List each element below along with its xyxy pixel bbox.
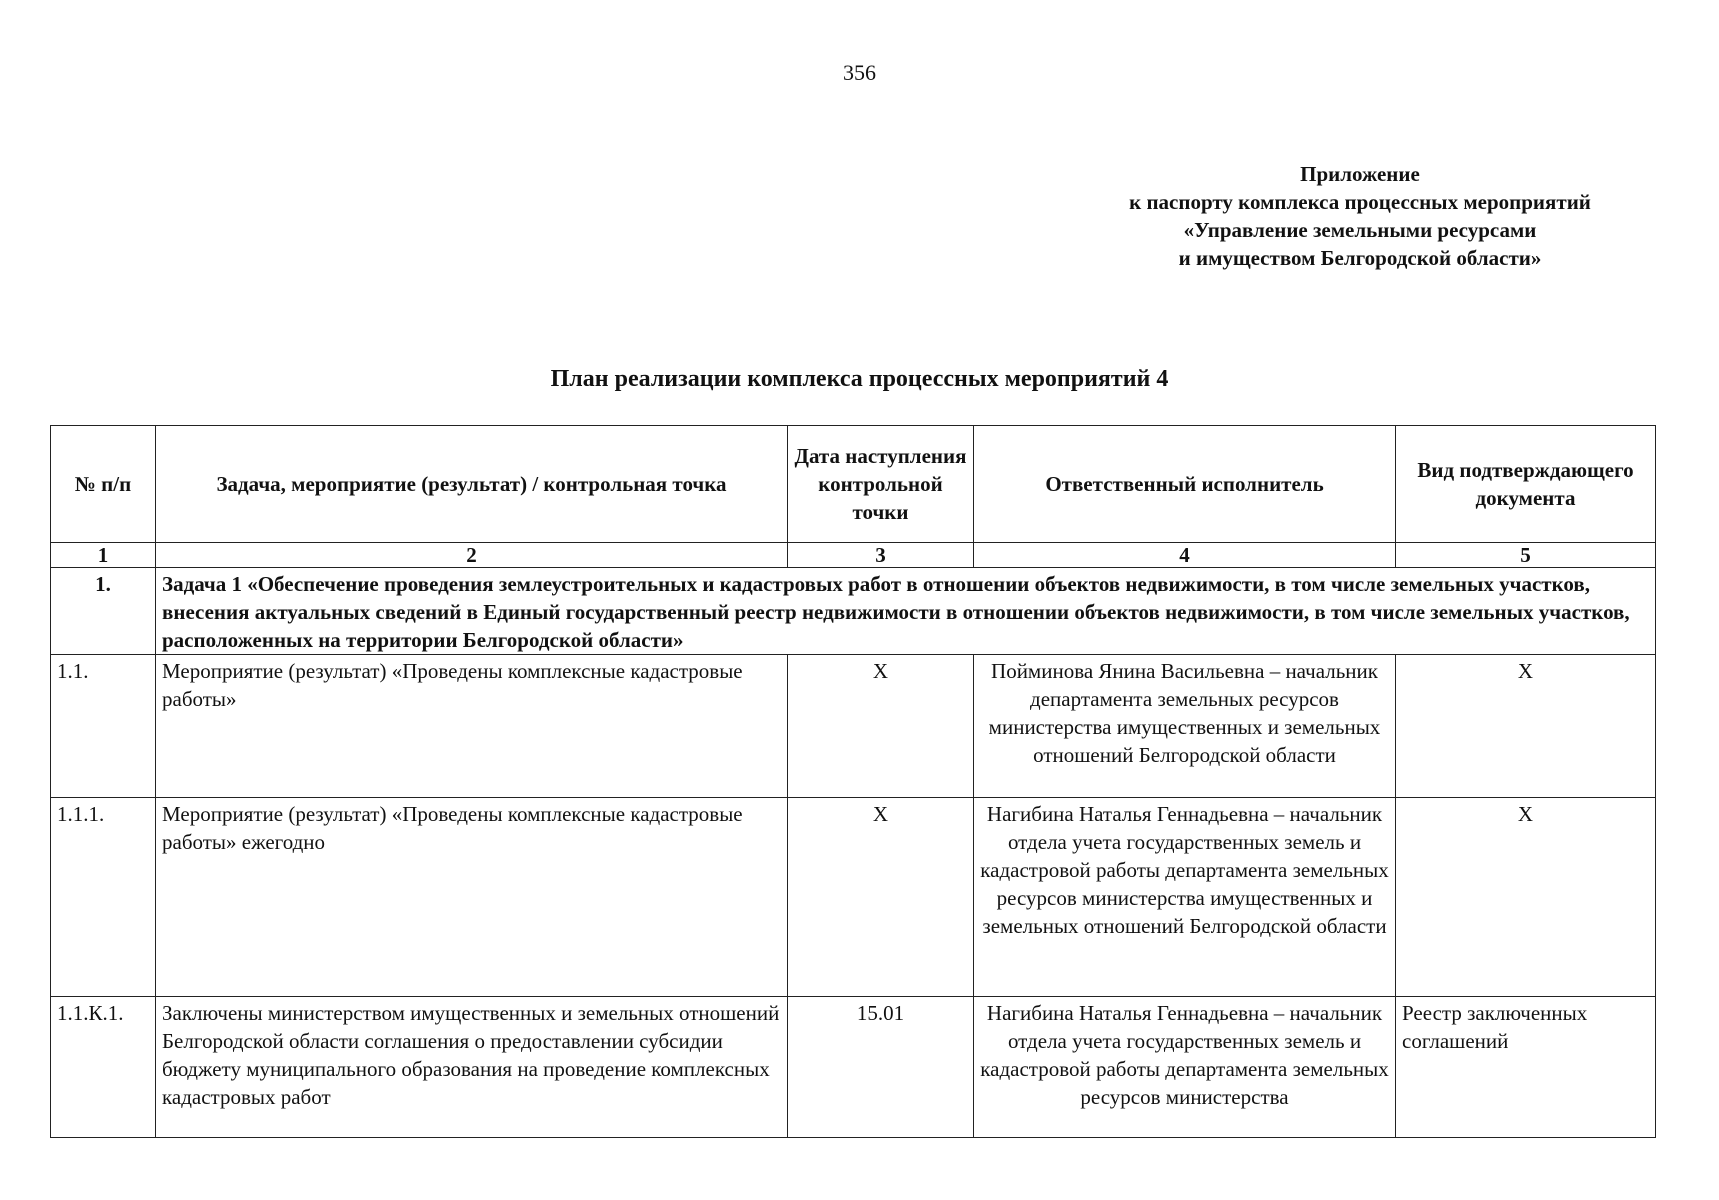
header-executor: Ответственный исполнитель xyxy=(974,426,1396,543)
appendix-line: к паспорту комплекса процессных мероприятий xyxy=(1129,190,1591,214)
header-date: Дата наступления контрольной точки xyxy=(788,426,974,543)
document-title: План реализации комплекса процессных мероприятий 4 xyxy=(550,366,1169,392)
appendix-line: и имуществом Белгородской области» xyxy=(1178,246,1542,270)
row-executor: Нагибина Наталья Геннадьевна – начальник отдела учета государственных земель и кадастровой работы департамента земельных ресурсов министерства имущественных и земельных отношений Белгородской области xyxy=(974,798,1396,997)
row-number: 1.1.1. xyxy=(51,798,156,997)
table-row xyxy=(51,997,1656,1138)
row-date: X xyxy=(788,655,974,798)
header-activity: Задача, мероприятие (результат) / контрольная точка xyxy=(156,426,788,543)
page-number: 356 xyxy=(843,60,876,85)
header-document: Вид подтверждающего документа xyxy=(1396,426,1656,543)
row-activity: Мероприятие (результат) «Проведены комплексные кадастровые работы» xyxy=(156,655,788,798)
row-document: Реестр заключенных соглашений xyxy=(1396,997,1656,1138)
header-number: № п/п xyxy=(51,426,156,543)
task-row xyxy=(51,568,1656,655)
row-number: 1.1. xyxy=(51,655,156,798)
row-date: 15.01 xyxy=(788,997,974,1138)
table-row xyxy=(51,655,1656,798)
column-number: 4 xyxy=(974,543,1396,568)
row-activity: Заключены министерством имущественных и земельных отношений Белгородской области соглашения о предоставлении субсидии бюджету муниципального образования на проведение комплексных кадастровых работ xyxy=(156,997,788,1138)
row-document: X xyxy=(1396,655,1656,798)
task-text: Задача 1 «Обеспечение проведения землеустроительных и кадастровых работ в отношении объектов недвижимости, в том числе земельных участков, внесения актуальных сведений в Единый государственный реестр недвижимости в отношении объектов недвижимости, в том числе земельных участков, расположенных на территории Белгородской области» xyxy=(156,568,1656,655)
appendix-header xyxy=(1060,160,1660,272)
row-executor: Нагибина Наталья Геннадьевна – начальник отдела учета государственных земель и кадастровой работы департамента земельных ресурсов министерства xyxy=(974,997,1396,1138)
column-number: 2 xyxy=(156,543,788,568)
column-number-row xyxy=(51,543,1656,568)
row-number: 1.1.К.1. xyxy=(51,997,156,1138)
row-executor: Пойминова Янина Васильевна – начальник департамента земельных ресурсов министерства имущественных и земельных отношений Белгородской области xyxy=(974,655,1396,798)
appendix-line: Приложение xyxy=(1300,162,1420,186)
table-header-row xyxy=(51,426,1656,543)
row-document: X xyxy=(1396,798,1656,997)
row-date: X xyxy=(788,798,974,997)
column-number: 5 xyxy=(1396,543,1656,568)
column-number: 3 xyxy=(788,543,974,568)
table-row xyxy=(51,798,1656,997)
appendix-line: «Управление земельными ресурсами xyxy=(1183,218,1537,242)
column-number: 1 xyxy=(51,543,156,568)
task-number: 1. xyxy=(51,568,156,655)
implementation-plan-table xyxy=(50,425,1656,1138)
row-activity: Мероприятие (результат) «Проведены комплексные кадастровые работы» ежегодно xyxy=(156,798,788,997)
